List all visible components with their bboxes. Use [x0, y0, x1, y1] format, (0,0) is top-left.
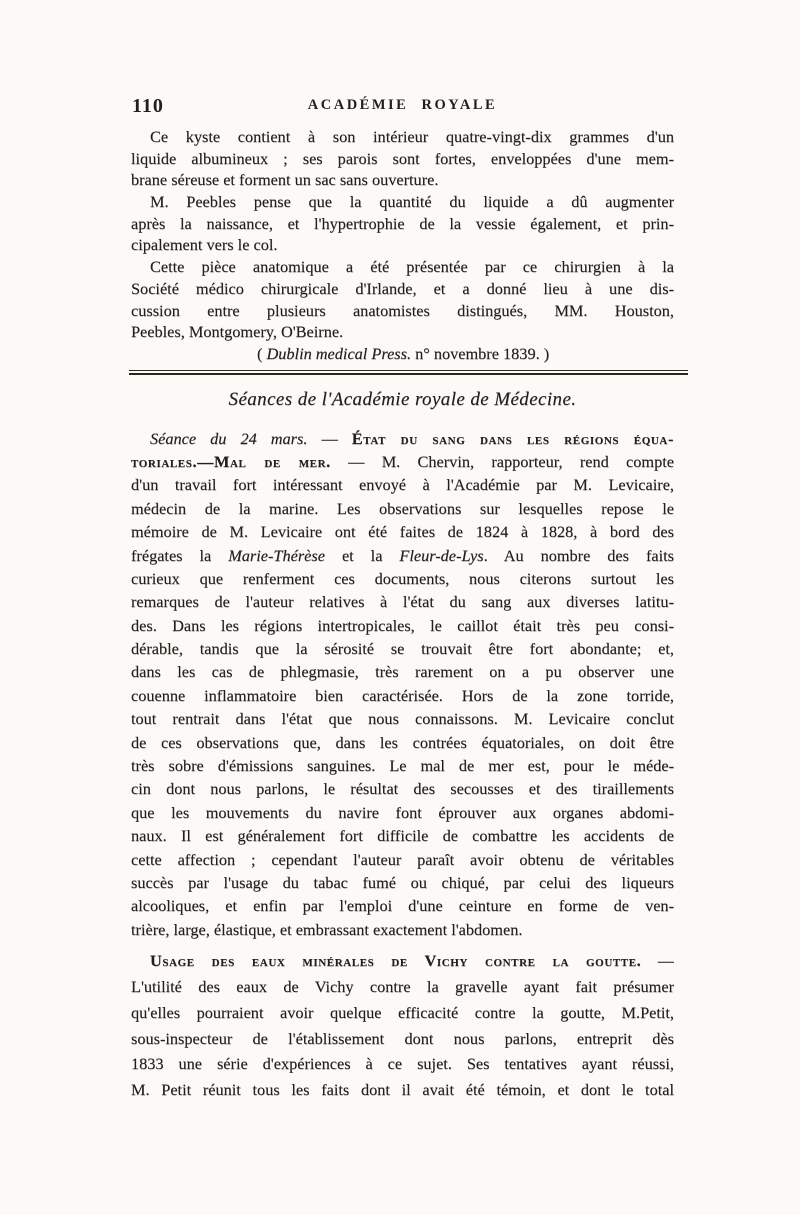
body-text: dérable, tandis que la sérosité se trouvait être fort abondante; et,: [131, 639, 674, 659]
source-citation: [131, 343, 674, 365]
body-text: des. Dans les régions intertropicales, le caillot était très peu consi-: [131, 615, 674, 635]
text-line: [131, 777, 674, 800]
text-line: [131, 871, 674, 894]
italic-text: Séance du 24 mars.: [150, 428, 308, 448]
body-text: liquide albumineux ; ses parois sont fortes, enveloppées d'une mem-: [131, 148, 674, 168]
text-line: [131, 894, 674, 917]
paragraph-kyste: [131, 126, 674, 191]
italic-text: Fleur-de-Lys: [399, 545, 484, 565]
text-line: [131, 754, 674, 777]
text-line: [131, 213, 674, 235]
body-text: . Au nombre des faits: [483, 545, 674, 565]
body-text: sous-inspecteur de l'établissement dont nous parlons, entreprit dès: [131, 1028, 674, 1048]
text-line: [131, 520, 674, 543]
text-line: [131, 256, 674, 278]
body-text: tout rentrait dans l'état que nous connaissons. M. Levicaire conclut: [131, 709, 674, 729]
body-text: de ces observations que, dans les contrées équatoriales, on doit être: [131, 732, 674, 752]
body-text: — M. Chervin, rapporteur, rend compte: [330, 451, 674, 471]
body-text: et la: [324, 545, 400, 565]
text-line: [131, 497, 674, 520]
small-caps-heading: État du sang dans les régions équa-: [351, 428, 674, 448]
running-header: ACADÉMIE ROYALE: [307, 97, 498, 113]
body-text: que les mouvements du navire font éprouver aux organes abdomi-: [131, 802, 674, 822]
body-text: trière, large, élastique, et embrassant exactement l'abdomen.: [131, 919, 523, 939]
body-text: Ce kyste contient à son intérieur quatre-vingt-dix grammes d'un: [150, 127, 674, 146]
body-text: cin dont nous parlons, le résultat des secousses et des tiraillements: [131, 779, 674, 799]
page-header: [131, 97, 674, 119]
text-line: [131, 707, 674, 730]
text-line: [131, 450, 674, 473]
text-line: [131, 1077, 674, 1103]
small-caps-heading: toriales.—Mal de mer.: [131, 451, 331, 471]
paragraph-seance-24-mars: [131, 427, 674, 942]
text-line: [131, 1000, 674, 1026]
text-line: [131, 974, 674, 1000]
body-text: mémoire de M. Levicaire ont été faites de 1824 à 1828, à bord des: [131, 522, 674, 542]
body-text: d'un travail fort intéressant envoyé à l'Académie par M. Levicaire,: [131, 475, 674, 495]
body-text: n° novembre 1839. ): [411, 343, 550, 363]
body-text: cipalement vers le col.: [131, 235, 278, 255]
text-line: [131, 660, 674, 683]
body-text: 1833 une série d'expériences à ce sujet. Ses tentatives ayant réussi,: [131, 1054, 674, 1074]
text-line: [131, 684, 674, 707]
paragraph-eaux-de-vichy: [131, 948, 674, 1103]
body-text: médecin de la marine. Les observations sur lesquelles repose le: [131, 498, 674, 518]
body-text: Peebles, Montgomery, O'Beirne.: [131, 322, 344, 342]
body-text: succès par l'usage du tabac fumé ou chiqué, par celui des liqueurs: [131, 872, 674, 892]
italic-text: Dublin medical Press.: [266, 343, 412, 363]
body-text: naux. Il est généralement fort difficile de combattre les accidents de: [131, 826, 674, 846]
text-line: [131, 637, 674, 660]
text-line: [131, 824, 674, 847]
text-line: [131, 321, 674, 343]
body-text: Cette pièce anatomique a été présentée par ce chirurgien à la: [150, 257, 674, 277]
body-text: (: [257, 343, 267, 363]
body-text: —: [641, 951, 674, 971]
text-line: [131, 148, 674, 170]
text-line: [131, 343, 674, 365]
body-text: cette affection ; cependant l'auteur paraît avoir obtenu de véritables: [131, 849, 674, 869]
small-caps-heading: Usage des eaux minérales de Vichy contre la goutte.: [150, 951, 642, 971]
text-line: [131, 278, 674, 300]
body-text: cussion entre plusieurs anatomistes distingués, MM. Houston,: [131, 300, 674, 320]
text-line: [131, 918, 674, 941]
text-line: [131, 473, 674, 496]
section-heading: Séances de l'Académie royale de Médecine.: [228, 388, 577, 410]
text-column: [131, 126, 674, 1103]
text-line: [131, 427, 674, 450]
body-text: frégates la: [131, 545, 229, 565]
paragraph-piece-anatomique: [131, 256, 674, 343]
text-line: [131, 191, 674, 213]
text-line: [131, 300, 674, 322]
body-text: M. Petit réunit tous les faits dont il avait été témoin, et dont le total: [131, 1080, 674, 1100]
body-text: dans les cas de phlegmasie, très rarement on a pu observer une: [131, 662, 674, 682]
text-line: [131, 948, 674, 974]
text-line: [131, 801, 674, 824]
body-text: remarques de l'auteur relatives à l'état du sang aux diverses latitu-: [131, 592, 674, 612]
text-line: [131, 544, 674, 567]
body-text: très sobre d'émissions sanguines. Le mal de mer est, pour le méde-: [131, 756, 674, 776]
body-text: —: [307, 428, 352, 448]
page-number: 110: [132, 95, 164, 117]
body-text: M. Peebles pense que la quantité du liquide a dû augmenter: [150, 192, 674, 212]
text-line: [131, 731, 674, 754]
text-line: [131, 169, 674, 191]
text-line: [131, 1026, 674, 1052]
text-line: [131, 567, 674, 590]
text-line: [131, 848, 674, 871]
text-line: [131, 590, 674, 613]
body-text: curieux que renferment ces documents, nous citerons surtout les: [131, 568, 674, 588]
text-line: [131, 126, 674, 148]
italic-text: Marie-Thérèse: [228, 545, 325, 565]
body-text: Société médico chirurgicale d'Irlande, et a donné lieu à une dis-: [131, 278, 674, 298]
text-line: [131, 1051, 674, 1077]
paragraph-peebles: [131, 191, 674, 256]
text-line: [131, 614, 674, 637]
body-text: qu'elles pourraient avoir quelque efficacité contre la goutte, M.Petit,: [131, 1002, 674, 1022]
body-text: alcooliques, et enfin par l'emploi d'une ceinture en forme de ven-: [131, 896, 674, 916]
body-text: couenne inflammatoire bien caractérisée. Hors de la zone torride,: [131, 685, 674, 705]
body-text: L'utilité des eaux de Vichy contre la gravelle ayant fait présumer: [131, 976, 674, 996]
body-text: brane séreuse et forment un sac sans ouverture.: [131, 170, 439, 190]
text-line: [131, 234, 674, 256]
section-divider: [129, 370, 688, 375]
body-text: après la naissance, et l'hypertrophie de la vessie également, et prin-: [131, 213, 674, 233]
